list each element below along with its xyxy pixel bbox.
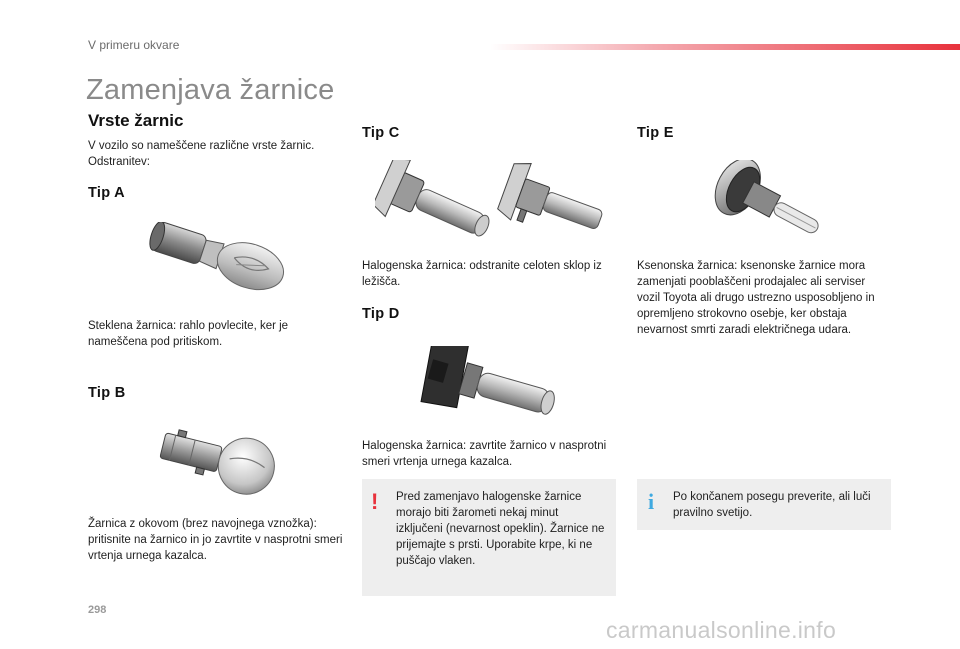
intro-text: V vozilo so nameščene različne vrste žarnic. Odstranitev: [88, 140, 315, 168]
tip-b-text: Žarnica z okovom (brez navojnega vznožka): pritisnite na žarnico in jo zavrtite v nasprotni smeri vrtenja urnega kazalca. [88, 518, 343, 562]
header-accent-bar [490, 44, 960, 50]
tip-e-text: Ksenonska žarnica: ksenonske žarnice mora zamenjati pooblaščeni prodajalec ali serviser vozil Toyota ali drugo ustrezno usposobljeno in opremljeno strokovno osebje, ker obstaja nevarnost smrti zaradi električnega udara. [637, 260, 875, 336]
watermark: carmanualsonline.info [606, 617, 837, 643]
warning-icon: ! [371, 489, 379, 514]
heading-bulb-types: Vrste žarnic [88, 111, 184, 130]
tip-d-bulb-illustration [418, 346, 563, 426]
tip-b-heading: Tip B [88, 385, 126, 401]
page-title: Zamenjava žarnice [86, 74, 335, 106]
tip-a-text: Steklena žarnica: rahlo povlecite, ker je nameščena pod pritiskom. [88, 320, 289, 348]
tip-c-bulb-illustration [375, 160, 610, 255]
info-box [637, 479, 891, 530]
tip-e-bulb-illustration [705, 160, 835, 250]
warning-box [362, 479, 616, 596]
warning-text: Pred zamenjavo halogenske žarnice morajo biti žarometi nekaj minut izključeni (nevarnost opeklin). Žarnice ne prijemajte s prsti. Uporabite krpe, ki ne puščajo vlaken. [396, 491, 605, 567]
tip-e-heading: Tip E [637, 125, 674, 141]
section-title: V primeru okvare [88, 38, 180, 52]
tip-b-bulb-illustration [150, 424, 285, 504]
tip-d-text: Halogenska žarnica: zavrtite žarnico v nasprotni smeri vrtenja urnega kazalca. [362, 440, 607, 468]
page-number: 298 [88, 604, 107, 616]
tip-c-heading: Tip C [362, 125, 400, 141]
tip-d-heading: Tip D [362, 306, 400, 322]
info-text: Po končanem posegu preverite, ali luči pravilno svetijo. [673, 491, 871, 519]
tip-a-bulb-illustration [140, 222, 290, 302]
info-icon: i [648, 489, 655, 514]
tip-a-heading: Tip A [88, 185, 125, 201]
tip-c-text: Halogenska žarnica: odstranite celoten sklop iz ležišča. [362, 260, 602, 288]
